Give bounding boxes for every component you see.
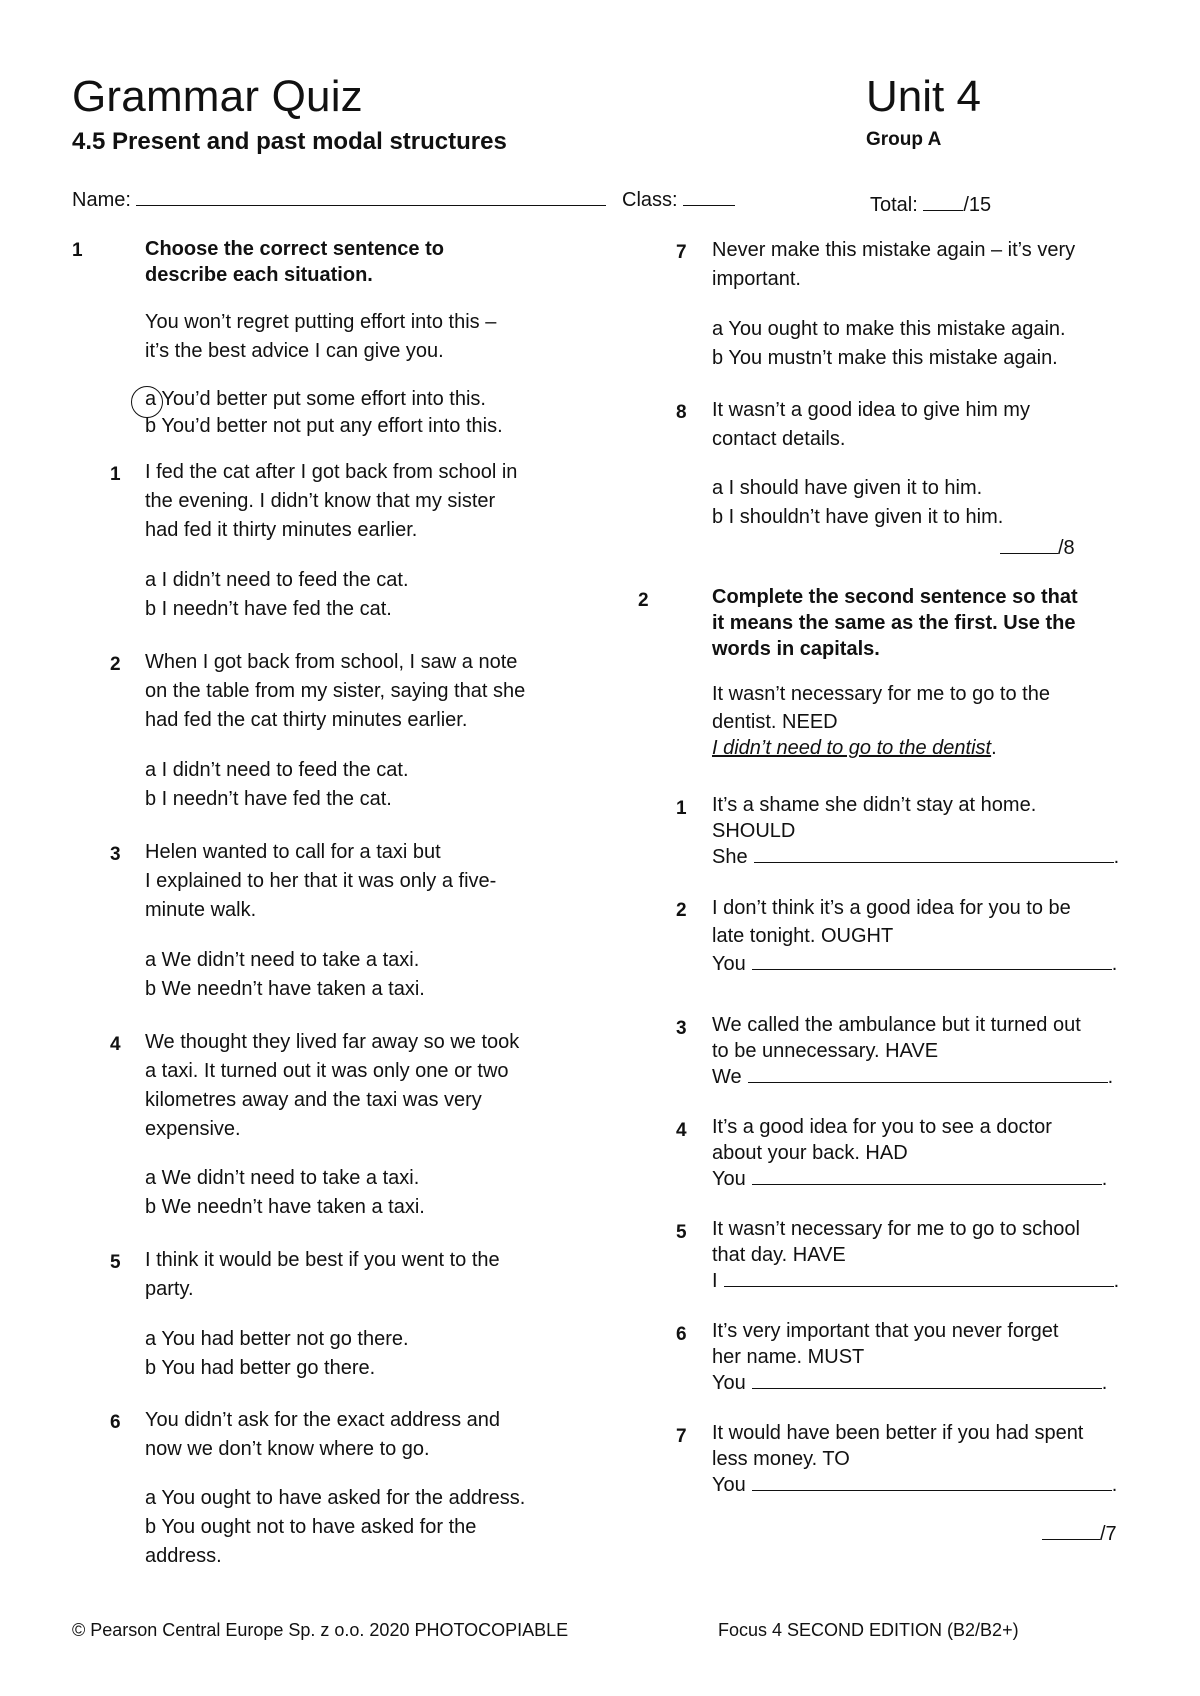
question-line: important. — [712, 268, 801, 290]
question-line: contact details. — [712, 428, 846, 450]
example-line: it’s the best advice I can give you. — [145, 340, 444, 362]
answer-start: I — [712, 1270, 718, 1292]
option-b[interactable]: b We needn’t have taken a taxi. — [145, 978, 425, 1000]
question-options — [145, 756, 409, 814]
question-options — [145, 1325, 409, 1383]
question-line: I fed the cat after I got back from school in — [145, 461, 518, 483]
question-text — [145, 1246, 500, 1304]
transform-question — [712, 1420, 1117, 1498]
question-line: I explained to her that it was only a five- — [145, 870, 497, 892]
question-number: 4 — [110, 1034, 121, 1055]
question-line: Helen wanted to call for a taxi but — [145, 841, 441, 863]
answer-blank[interactable] — [752, 1370, 1102, 1389]
option-b[interactable]: b You ought not to have asked for the — [145, 1516, 477, 1538]
class-label: Class: — [622, 189, 678, 211]
example-situation — [145, 308, 496, 366]
answer-row[interactable]: She . — [712, 846, 1120, 868]
question-line: had fed the cat thirty minutes earlier. — [145, 709, 468, 731]
option-a[interactable]: a You ought to have asked for the address. — [145, 1487, 526, 1509]
question-number: 1 — [110, 464, 121, 485]
question-number: 2 — [676, 900, 687, 921]
option-b[interactable]: b You had better go there. — [145, 1357, 376, 1379]
answer-row[interactable]: I . — [712, 1270, 1120, 1292]
option-b[interactable]: b We needn’t have taken a taxi. — [145, 1196, 425, 1218]
question-options — [712, 315, 1066, 373]
question-line: It’s a shame she didn’t stay at home. — [712, 794, 1037, 816]
page-subtitle: 4.5 Present and past modal structures — [72, 128, 507, 155]
answer-row[interactable]: You . — [712, 1168, 1108, 1190]
total-suffix: /15 — [963, 194, 992, 216]
answer-blank[interactable] — [752, 1472, 1112, 1491]
question-line: We thought they lived far away so we took — [145, 1031, 520, 1053]
option-a[interactable]: a You had better not go there. — [145, 1328, 409, 1350]
option-a[interactable]: a We didn’t need to take a taxi. — [145, 949, 420, 971]
transform-question — [712, 792, 1119, 870]
example-answer-end: . — [991, 737, 997, 759]
option-b[interactable]: b You mustn’t make this mistake again. — [712, 347, 1058, 369]
keyword: to be unnecessary. HAVE — [712, 1040, 939, 1062]
page-title: Grammar Quiz — [72, 72, 363, 121]
question-text — [712, 396, 1030, 454]
question-line: It’s a good idea for you to see a doctor — [712, 1116, 1052, 1138]
question-number: 4 — [676, 1120, 687, 1141]
question-options — [145, 566, 409, 624]
answer-blank[interactable] — [752, 1166, 1102, 1185]
footer-edition: Focus 4 SECOND EDITION (B2/B2+) — [718, 1620, 1019, 1640]
question-line: a taxi. It turned out it was only one or two — [145, 1060, 509, 1082]
score-line[interactable] — [1042, 1521, 1100, 1540]
answer-start: You — [712, 1372, 746, 1394]
question-number: 7 — [676, 242, 687, 263]
section1-instruction — [145, 236, 444, 288]
question-number: 6 — [110, 1412, 121, 1433]
question-number: 5 — [110, 1252, 121, 1273]
keyword: about your back. HAD — [712, 1142, 908, 1164]
name-label: Name: — [72, 189, 131, 211]
question-line: on the table from my sister, saying that she — [145, 680, 526, 702]
question-line: When I got back from school, I saw a note — [145, 651, 518, 673]
instruction-line: Choose the correct sentence to — [145, 238, 444, 260]
score-total: /7 — [1100, 1523, 1117, 1545]
answer-blank[interactable] — [752, 951, 1112, 970]
instruction-line: describe each situation. — [145, 264, 373, 286]
answer-row[interactable]: You . — [712, 1372, 1108, 1394]
question-number: 5 — [676, 1222, 687, 1243]
question-number: 3 — [110, 844, 121, 865]
keyword: that day. HAVE — [712, 1244, 846, 1266]
example-answer — [712, 735, 1050, 761]
question-line: I don’t think it’s a good idea for you to be — [712, 897, 1071, 919]
answer-blank[interactable] — [754, 844, 1114, 863]
unit-label: Unit 4 — [866, 72, 981, 121]
answer-start: You — [712, 1474, 746, 1496]
question-line: now we don’t know where to go. — [145, 1438, 430, 1460]
option-b[interactable]: b I needn’t have fed the cat. — [145, 788, 392, 810]
question-text — [145, 838, 496, 925]
transform-question — [712, 1318, 1107, 1396]
question-line: expensive. — [145, 1118, 241, 1140]
answer-row[interactable]: You . — [712, 1474, 1118, 1496]
question-text — [145, 1406, 500, 1464]
question-line: the evening. I didn’t know that my sister — [145, 490, 496, 512]
question-line: Never make this mistake again – it’s very — [712, 239, 1076, 261]
question-line: It wasn’t necessary for me to go to school — [712, 1218, 1080, 1240]
option-b[interactable]: b I needn’t have fed the cat. — [145, 598, 392, 620]
group-label: Group A — [866, 129, 942, 150]
question-options — [145, 1164, 425, 1222]
transform-question — [712, 1216, 1119, 1294]
section2-number: 2 — [638, 590, 649, 611]
right-column — [640, 0, 1200, 1600]
answer-row[interactable]: We . — [712, 1066, 1114, 1088]
score-total: /8 — [1058, 537, 1075, 559]
example-options — [145, 386, 503, 440]
instruction-line: words in capitals. — [712, 638, 880, 660]
question-line: minute walk. — [145, 899, 257, 921]
question-options — [145, 946, 425, 1004]
transform-question — [712, 1012, 1113, 1090]
question-line: party. — [145, 1278, 194, 1300]
answer-start: You — [712, 1168, 746, 1190]
instruction-line: it means the same as the first. Use the — [712, 612, 1076, 634]
footer-copyright: © Pearson Central Europe Sp. z o.o. 2020 PHOTOCOPIABLE — [72, 1620, 569, 1640]
answer-row[interactable]: You . — [712, 953, 1118, 975]
example-option-b[interactable]: b You’d better not put any effort into this. — [145, 415, 503, 437]
answer-start: She — [712, 846, 748, 868]
question-text — [712, 236, 1075, 294]
question-number: 3 — [676, 1018, 687, 1039]
option-b-continued: address. — [145, 1545, 222, 1567]
keyword: less money. TO — [712, 1448, 850, 1470]
option-a[interactable]: a We didn’t need to take a taxi. — [145, 1167, 420, 1189]
answer-start: We — [712, 1066, 742, 1088]
question-line: You didn’t ask for the exact address and — [145, 1409, 501, 1431]
question-line: It’s very important that you never forget — [712, 1320, 1059, 1342]
question-line: It would have been better if you had spent — [712, 1422, 1084, 1444]
option-a[interactable]: a I didn’t need to feed the cat. — [145, 569, 409, 591]
total-label: Total: — [870, 194, 918, 216]
answer-blank[interactable] — [748, 1064, 1108, 1083]
section2-score — [1042, 1520, 1117, 1549]
question-options — [712, 474, 1003, 532]
option-a[interactable]: a You ought to make this mistake again. — [712, 318, 1066, 340]
option-b[interactable]: b I shouldn’t have given it to him. — [712, 506, 1004, 528]
question-options — [145, 1484, 525, 1571]
question-line: I think it would be best if you went to the — [145, 1249, 500, 1271]
question-line: We called the ambulance but it turned out — [712, 1014, 1081, 1036]
section1-score — [1000, 534, 1075, 563]
question-line: kilometres away and the taxi was very — [145, 1089, 482, 1111]
question-number: 1 — [676, 798, 687, 819]
question-number: 2 — [110, 654, 121, 675]
option-a[interactable]: a I didn’t need to feed the cat. — [145, 759, 409, 781]
example-option-a[interactable]: a You’d better put some effort into this. — [145, 388, 486, 410]
score-line[interactable] — [1000, 535, 1058, 554]
transform-question — [712, 1114, 1107, 1192]
section1-number: 1 — [72, 240, 83, 261]
example-line: You won’t regret putting effort into this – — [145, 311, 497, 333]
keyword: SHOULD — [712, 820, 796, 842]
question-line: had fed it thirty minutes earlier. — [145, 519, 418, 541]
option-a[interactable]: a I should have given it to him. — [712, 477, 983, 499]
instruction-line: Complete the second sentence so that — [712, 586, 1078, 608]
question-text — [145, 458, 517, 545]
question-line: It wasn’t a good idea to give him my — [712, 399, 1030, 421]
example-line: dentist. NEED — [712, 711, 838, 733]
keyword: late tonight. OUGHT — [712, 925, 894, 947]
section2-instruction — [712, 584, 1078, 662]
question-text — [145, 1028, 519, 1144]
example-answer-text: I didn’t need to go to the dentist — [712, 737, 992, 759]
transform-question — [712, 894, 1117, 978]
section2-example — [712, 680, 1050, 761]
question-number: 7 — [676, 1426, 687, 1447]
question-text — [145, 648, 525, 735]
keyword: her name. MUST — [712, 1346, 865, 1368]
answer-start: You — [712, 953, 746, 975]
question-number: 8 — [676, 402, 687, 423]
answer-blank[interactable] — [724, 1268, 1114, 1287]
question-number: 6 — [676, 1324, 687, 1345]
example-line: It wasn’t necessary for me to go to the — [712, 683, 1050, 705]
